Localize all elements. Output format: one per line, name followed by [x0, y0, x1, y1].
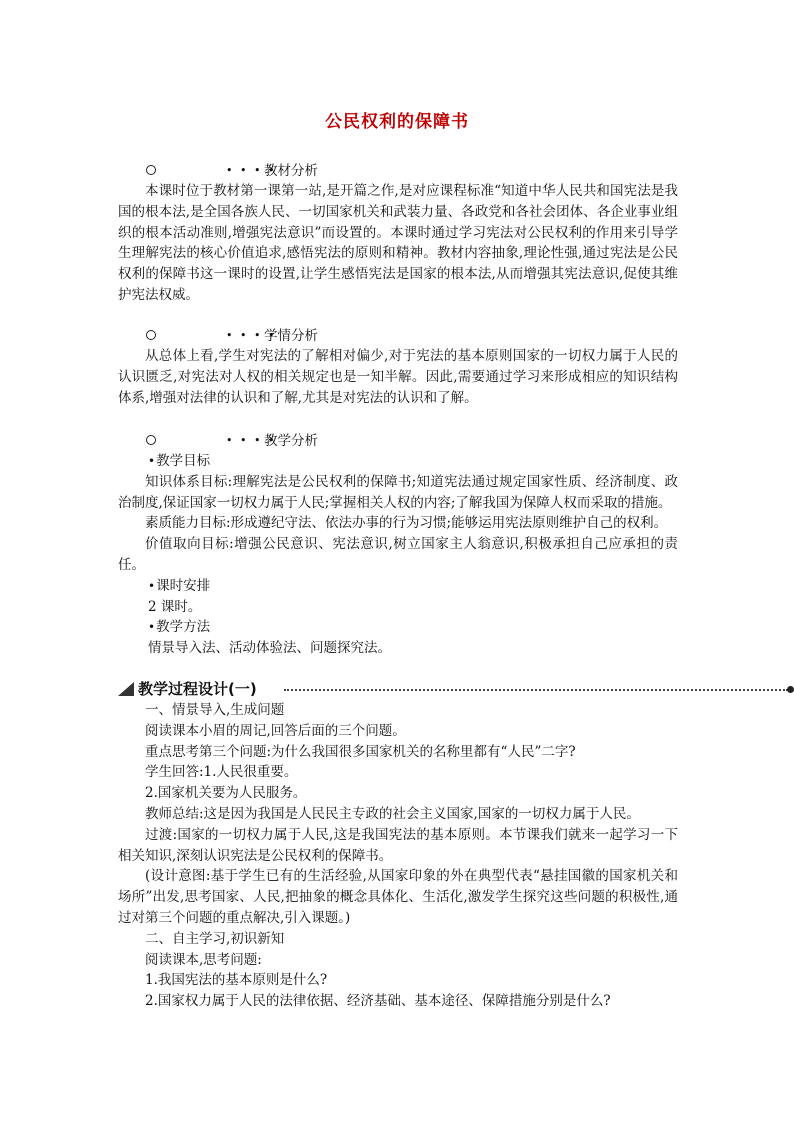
bullet-heading-objectives: • 教学目标 — [118, 451, 678, 472]
paragraph: 情景导入法、活动体验法、问题探究法。 — [148, 640, 391, 657]
paragraph: 阅读课本小眉的周记,回答后面的三个问题。 — [145, 722, 406, 739]
paragraph: 1.我国宪法的基本原则是什么? — [145, 972, 328, 989]
paragraph: 阅读课本,思考问题: — [145, 951, 262, 968]
page-title: 公民权利的保障书 — [325, 112, 469, 132]
process-body — [118, 700, 678, 1012]
triangle-icon — [118, 682, 134, 696]
process-title: 教学过程设计(一) — [138, 680, 257, 698]
paragraph: 重点思考第三个问题:为什么我国很多国家机关的名称里都有“人民”二字? — [145, 743, 576, 760]
section-label: 学情分析 — [264, 328, 318, 344]
dot-end-icon — [787, 686, 794, 693]
circle-bullet-icon — [146, 330, 156, 340]
section-heading — [118, 326, 678, 346]
paragraph: 本课时位于教材第一课第一站,是开篇之作,是对应课程标准“知道中华人民共和国宪法是我国的根本法,是全国各族人民、一切国家机关和武装力量、各政党和各社会团体、各企业事业组织的根本活动准则,增强宪法意识”而设置的。本课时通过学习宪法对公民权利的作用来引导学生理解宪法的核心价值追求,感悟宪法的原则和精神。教材内容抽象,理论性强,通过宪法是公民权利的保障书这一课时的设置,让学生感悟宪法是国家的根本法,从而增强其宪法意识,促使其维护宪法权威。 — [118, 183, 678, 303]
section-heading — [118, 431, 678, 451]
paragraph: 素质能力目标:形成遵纪守法、依法办事的行为习惯;能够运用宪法原则维护自己的权利。 — [145, 515, 668, 532]
bullet-heading-methods: • 教学方法 — [118, 617, 678, 638]
dots-decoration: • • • • — [226, 329, 277, 342]
paragraph: 价值取向目标:增强公民意识、宪法意识,树立国家主人翁意识,积极承担自己应承担的责任。 — [118, 536, 678, 573]
dotted-divider — [284, 689, 788, 691]
dots-decoration: • • • • — [226, 164, 277, 177]
paragraph: 一、情景导入,生成问题 — [145, 702, 285, 718]
section-label: 教学分析 — [264, 433, 318, 449]
section-textbook-analysis — [118, 161, 678, 306]
paragraph: 过渡:国家的一切权力属于人民,这是我国宪法的基本原则。本节课我们就来一起学习一下相关知识,深刻认识宪法是公民权利的保障书。 — [118, 826, 678, 864]
paragraph: (设计意图:基于学生已有的生活经验,从国家印象的外在典型代表“悬挂国徽的国家机关和场所”出发,思考国家、人民,把抽象的概念具体化、生活化,激发学生探究这些问题的积极性,通过对第三个问题的重点解决,引入课题。) — [118, 868, 678, 926]
circle-bullet-icon — [146, 165, 156, 175]
circle-bullet-icon — [146, 435, 156, 445]
paragraph: 从总体上看,学生对宪法的了解相对偏少,对于宪法的基本原则国家的一切权力属于人民的认识匮乏,对宪法对人权的相关规定也是一知半解。因此,需要通过学习来形成相应的知识结构体系,增强对法律的认识和了解,尤其是对宪法的认识和了解。 — [118, 348, 678, 406]
paragraph: 2.国家权力属于人民的法律依据、经济基础、基本途径、保障措施分别是什么? — [145, 993, 611, 1010]
section-label: 教材分析 — [264, 163, 318, 179]
section-learner-analysis — [118, 326, 678, 408]
dots-decoration: • • • • — [226, 434, 277, 447]
paragraph: 2 课时。 — [148, 598, 202, 615]
paragraph: 知识体系目标:理解宪法是公民权利的保障书;知道宪法通过规定国家性质、经济制度、政治制度,保证国家一切权力属于人民;掌握相关人权的内容;了解我国为保障人权而采取的措施。 — [118, 473, 678, 511]
paragraph: 二、自主学习,初识新知 — [145, 930, 285, 947]
bullet-heading-schedule: • 课时安排 — [118, 576, 678, 597]
paragraph: 学生回答:1.人民很重要。 — [145, 764, 298, 781]
paragraph: 教师总结:这是因为我国是人民民主专政的社会主义国家,国家的一切权力属于人民。 — [145, 805, 640, 822]
section-teaching-analysis — [118, 431, 678, 659]
section-heading — [118, 161, 678, 181]
process-banner — [118, 678, 794, 700]
paragraph: 2.国家机关要为人民服务。 — [145, 785, 307, 802]
